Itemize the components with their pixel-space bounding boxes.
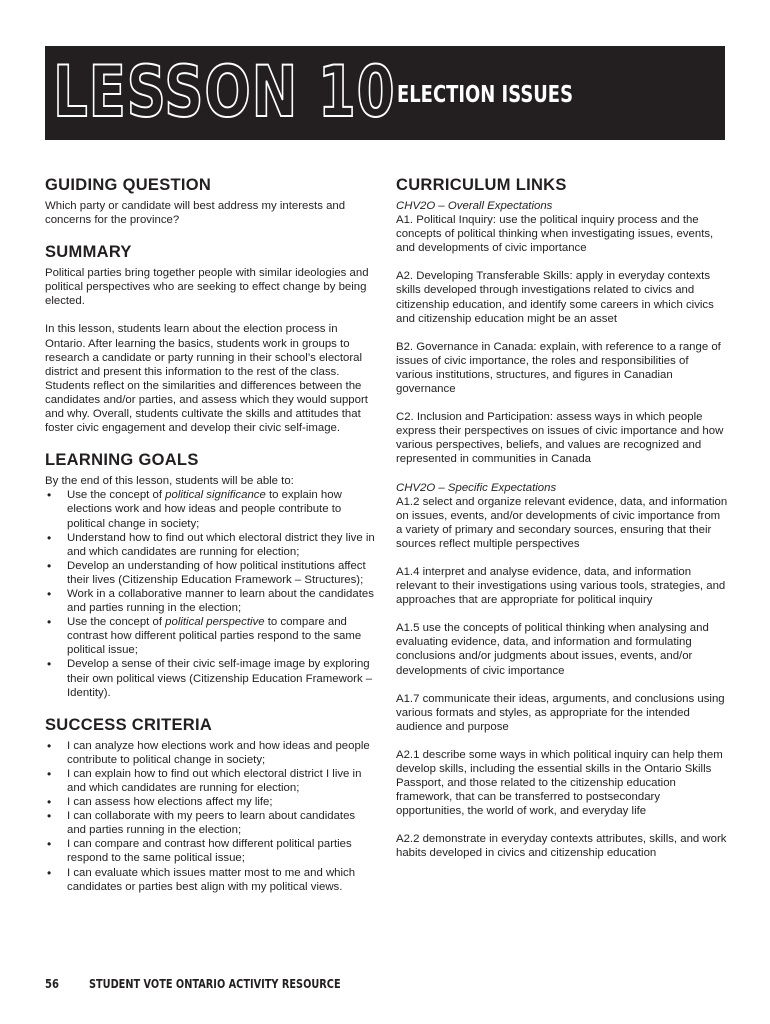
list-item: • Develop an understanding of how political institutions affect their lives (Citizenship Education Framework – Structures); — [45, 559, 375, 587]
page-number: 56 — [45, 976, 59, 991]
summary-paragraph: Political parties bring together people with similar ideologies and political perspectives who are seeking to effect change by being elected. — [45, 267, 369, 308]
learning-goals-list — [45, 488, 375, 699]
right-column — [396, 175, 728, 875]
curriculum-block — [396, 748, 728, 818]
left-column — [45, 175, 375, 909]
list-item: • Work in a collaborative manner to learn about the candidates and parties running in the election; — [45, 587, 375, 615]
expectation-text: A1.2 select and organize relevant evidence, data, and information on issues, events, and/or developments of civic importance from a variety of primary and secondary sources, ensuring that their sources reflect multiple perspectives — [396, 495, 728, 550]
curriculum-block — [396, 410, 728, 466]
overall-expectations-label: CHV2O – Overall Expectations — [396, 200, 553, 212]
expectation-text: A1.5 use the concepts of political thinking when analysing and evaluating evidence, data, and information and formulating conclusions and/or judgments about issues, events, and/or developments of civic importance — [396, 622, 709, 677]
curriculum-block — [396, 832, 728, 860]
expectation-text: C2. Inclusion and Participation: assess ways in which people express their perspectives on issues of civic importance and how various perspectives, beliefs, and values are recognized and represented in communities in Canada — [396, 411, 724, 466]
curriculum-block — [396, 621, 728, 677]
lesson-number: LESSON 10 — [53, 51, 396, 133]
list-item: • I can analyze how elections work and how ideas and people contribute to political change in society; — [45, 739, 375, 767]
summary-heading: SUMMARY — [45, 243, 132, 262]
list-item: • Use the concept of political perspective to compare and contrast how different political parties respond to the same political issue; — [45, 615, 375, 657]
publication-name: STUDENT VOTE ONTARIO ACTIVITY RESOURCE — [89, 976, 341, 991]
list-item: • I can compare and contrast how different political parties respond to the same political issue; — [45, 837, 375, 865]
success-criteria-list — [45, 739, 375, 894]
summary-paragraph: In this lesson, students learn about the election process in Ontario. After learning the basics, students work in groups to research a candidate or party running in their school’s electoral district and present this information to the rest of the class. Students reflect on the similarities and differences between the candidates and/or parties, and assess which they would support and why. Overall, students cultivate the skills and attitudes that foster civic engagement and develop their civic self-image. — [45, 323, 368, 435]
guiding-question-text: Which party or candidate will best address my interests and concerns for the province? — [45, 200, 346, 227]
list-item: • I can assess how elections affect my life; — [45, 795, 375, 809]
guiding-question-heading: GUIDING QUESTION — [45, 176, 212, 194]
curriculum-block — [396, 481, 728, 551]
list-item: • I can explain how to find out which electoral district I live in and which candidates are running for election; — [45, 767, 375, 795]
success-criteria-section — [45, 715, 375, 894]
expectation-text: A2.2 demonstrate in everyday contexts attributes, skills, and work habits developed in civics and citizenship education — [396, 833, 727, 860]
specific-expectations-label: CHV2O – Specific Expectations — [396, 481, 557, 494]
list-item: • Develop a sense of their civic self-image image by exploring their own political views (Citizenship Education Framework – Identity). — [45, 657, 375, 699]
curriculum-links-heading: CURRICULUM LINKS — [396, 176, 567, 194]
expectation-text: A2. Developing Transferable Skills: apply in everyday contexts skills developed through investigations related to civics and citizenship education, and identify some careers in which civics and citizenship education might be an asset — [396, 270, 714, 325]
curriculum-block — [396, 269, 728, 325]
list-item: • I can evaluate which issues matter most to me and which candidates or parties best align with my political views. — [45, 866, 375, 894]
lesson-banner — [45, 46, 725, 140]
curriculum-block — [396, 199, 728, 255]
expectation-text: A2.1 describe some ways in which political inquiry can help them develop skills, including the essential skills in the Ontario Skills Passport, and those related to the citizenship education framework, that can be transferred to postsecondary opportunities, the world of work, and everyday life — [396, 748, 723, 818]
lesson-title: ELECTION ISSUES — [397, 82, 573, 108]
curriculum-block — [396, 340, 728, 396]
expectation-text: A1.4 interpret and analyse evidence, data, and information relevant to their investigations using various tools, strategies, and approaches that are appropriate for political inquiry — [396, 565, 726, 607]
expectation-text: A1.7 communicate their ideas, arguments, and conclusions using various formats and styles, as appropriate for the intended audience and purpose — [396, 692, 725, 733]
learning-goals-section — [45, 450, 375, 700]
learning-goals-intro: By the end of this lesson, students will be able to: — [45, 475, 294, 488]
page-footer — [45, 976, 412, 991]
expectation-text: B2. Governance in Canada: explain, with reference to a range of issues of civic importance, the roles and responsibilities of various institutions, structures, and figures in Canadian governance — [396, 340, 721, 396]
summary-section — [45, 242, 375, 435]
curriculum-block — [396, 692, 728, 734]
success-criteria-heading: SUCCESS CRITERIA — [45, 715, 213, 734]
list-item: • Understand how to find out which electoral district they live in and which candidates are running for election; — [45, 531, 375, 559]
curriculum-block — [396, 565, 728, 607]
guiding-question-section — [45, 175, 375, 227]
list-item: • I can collaborate with my peers to learn about candidates and parties running in the election; — [45, 809, 375, 837]
learning-goals-heading: LEARNING GOALS — [45, 451, 199, 470]
expectation-text: A1. Political Inquiry: use the political inquiry process and the concepts of political thinking when investigating issues, events, and developments of civic importance — [396, 214, 714, 255]
list-item: • Use the concept of political significance to explain how elections work and how ideas and people contribute to political change in society; — [45, 488, 375, 530]
